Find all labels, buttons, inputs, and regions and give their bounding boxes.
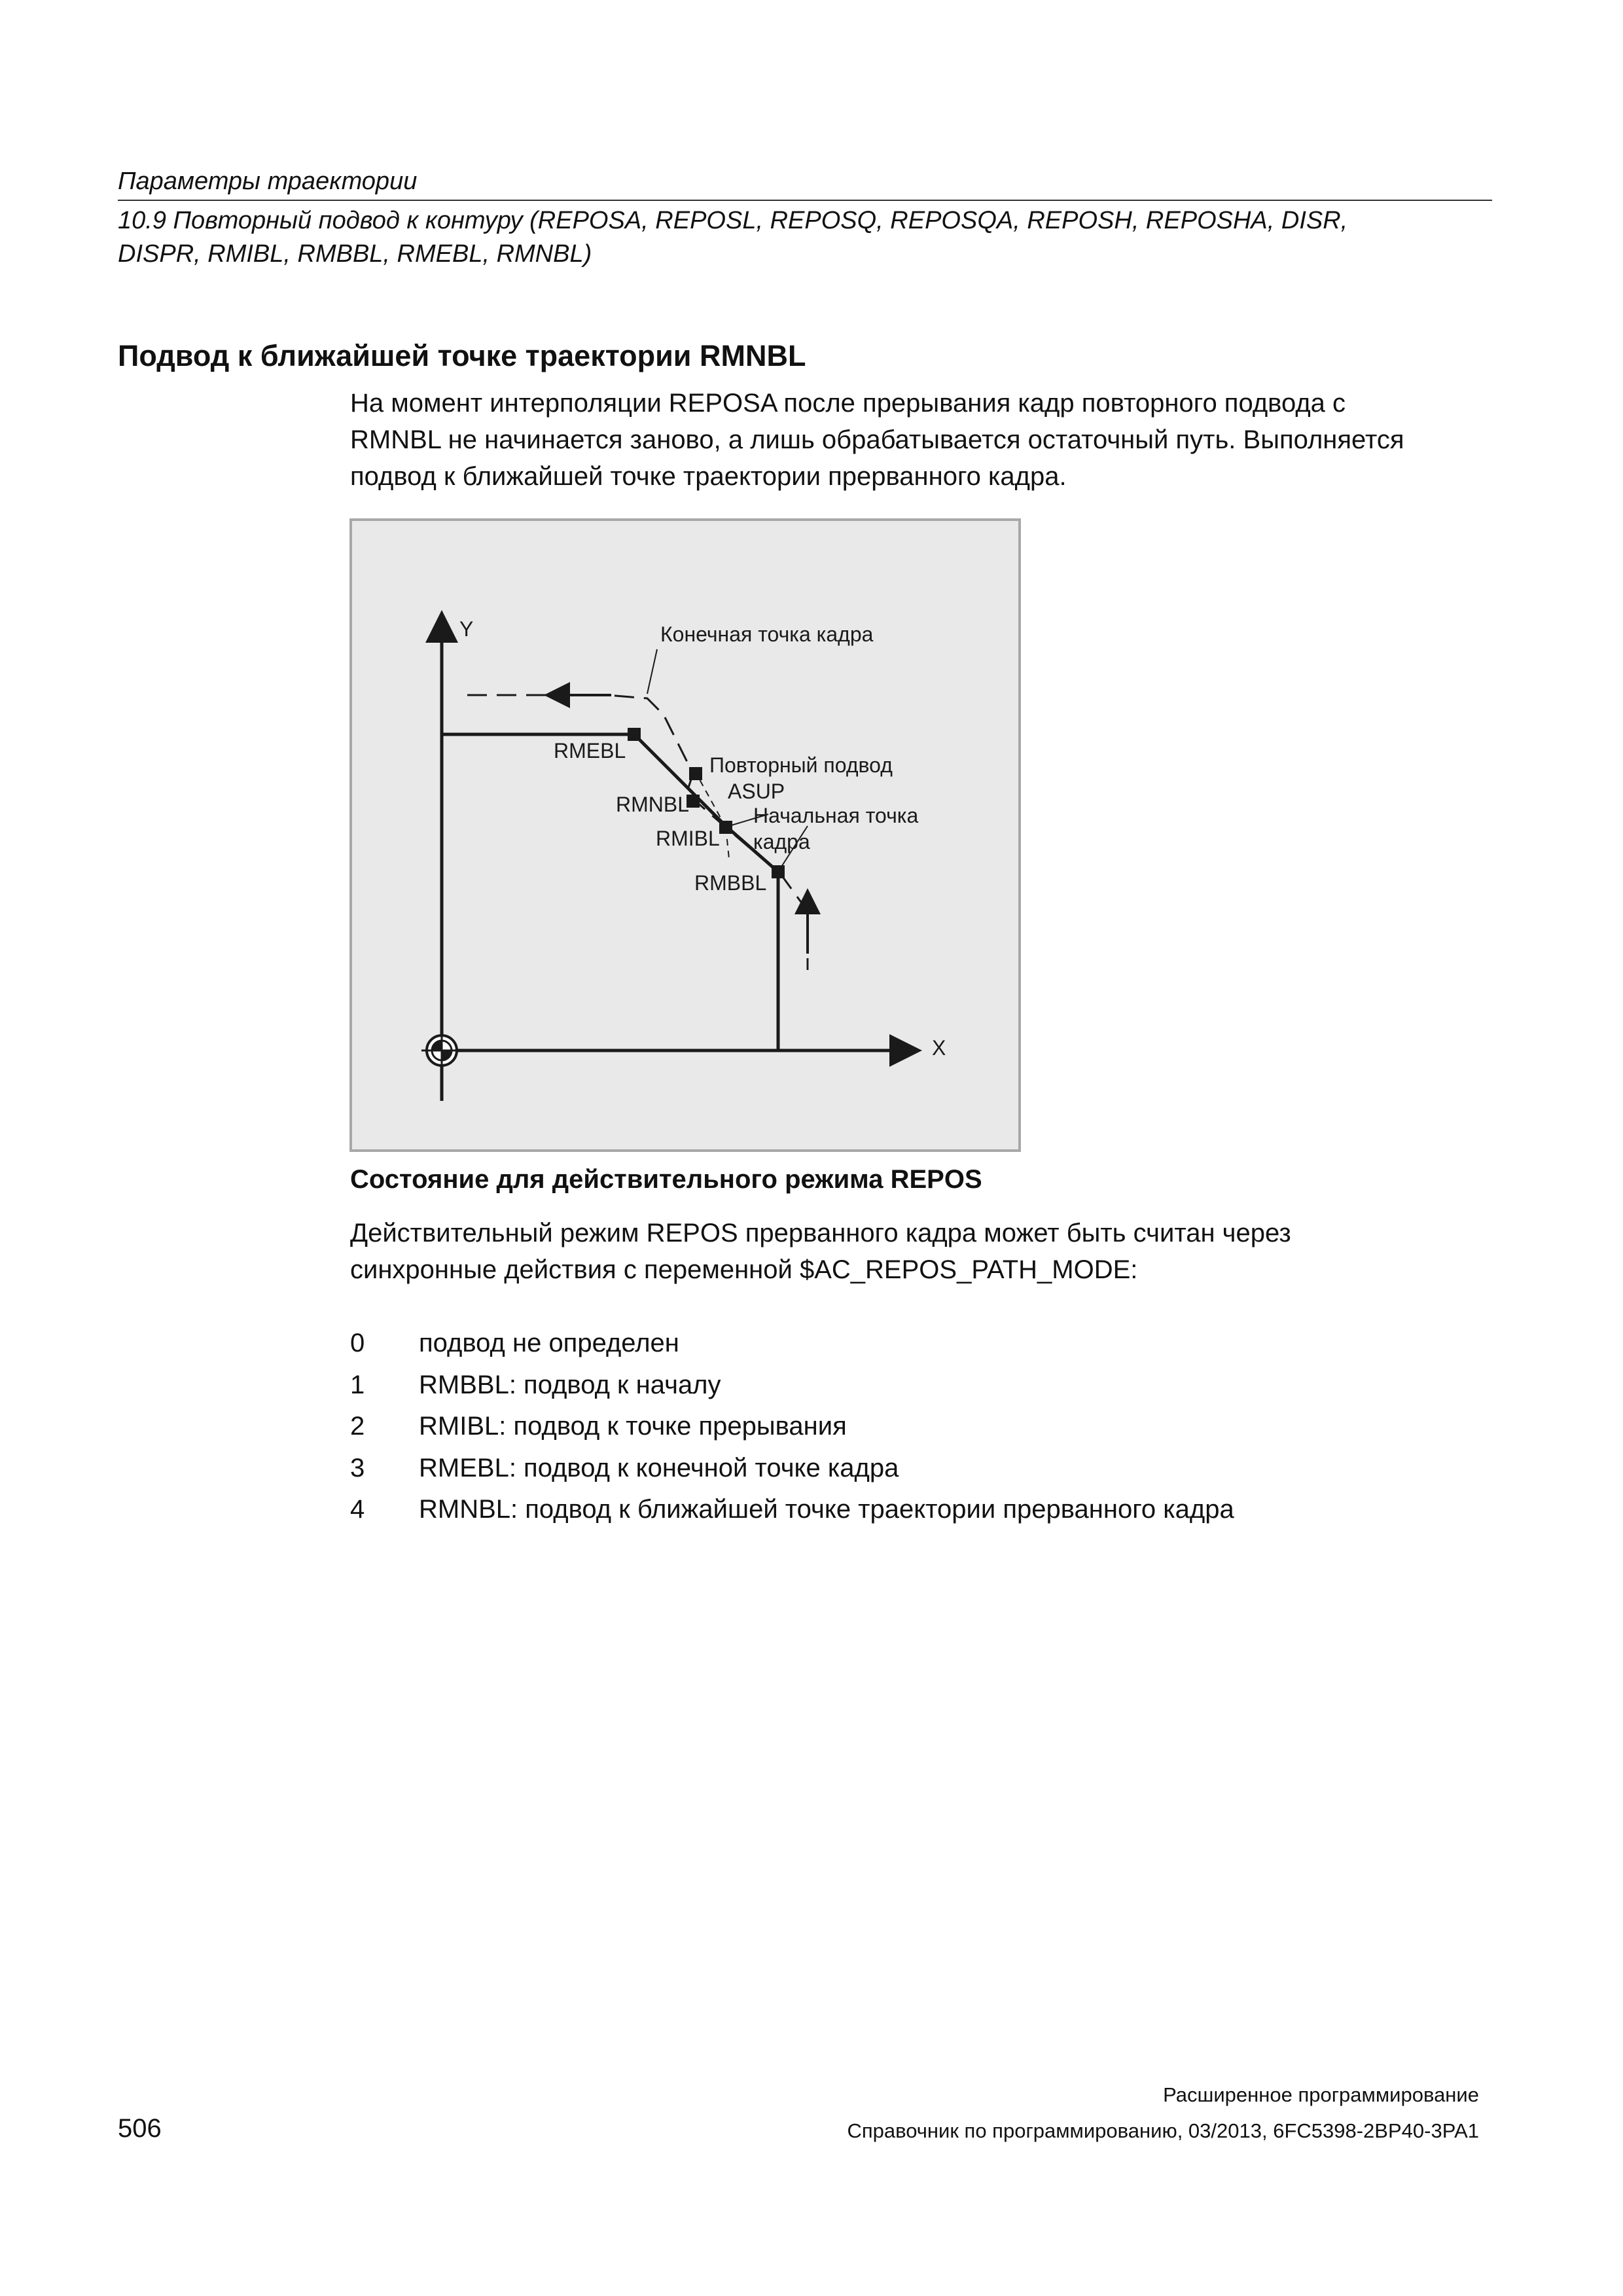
point-rmebl [628, 728, 641, 741]
page-number: 506 [118, 2114, 162, 2143]
header-rule [118, 200, 1492, 201]
label-rmebl: RMEBL [554, 739, 626, 762]
state-section-title: Состояние для действительного режима REPOS [350, 1165, 982, 1194]
state-line: Действительный режим REPOS прерванного кадра может быть считан через [350, 1219, 1291, 1247]
list-item-text: RMIBL: подвод к точке прерывания [419, 1412, 847, 1441]
list-item-text: RMBBL: подвод к началу [419, 1371, 721, 1399]
label-end-point: Конечная точка кадра [660, 622, 874, 646]
x-axis-label: X [932, 1036, 946, 1060]
footer-book-title: Расширенное программирование [1163, 2083, 1479, 2106]
footer-reference: Справочник по программированию, 03/2013, 6FC5398-2BP40-3PA1 [847, 2119, 1479, 2142]
state-section-paragraph [350, 1215, 1291, 1288]
list-item-number: 0 [350, 1329, 365, 1357]
point-rmibl [719, 821, 732, 834]
list-item-text: RMNBL: подвод к ближайшей точке траектории прерванного кадра [419, 1495, 1234, 1524]
label-start-point-2: кадра [753, 830, 810, 853]
label-rmnbl: RMNBL [616, 793, 690, 816]
repos-diagram [349, 518, 1021, 1152]
label-rmbbl: RMBBL [694, 871, 767, 895]
list-item-number: 4 [350, 1495, 365, 1524]
intro-line: подвод к ближайшей точке траектории прерванного кадра. [350, 462, 1067, 491]
label-start-point-1: Начальная точка [753, 804, 919, 827]
intro-line: RMNBL не начинается заново, а лишь обрабатывается остаточный путь. Выполняется [350, 425, 1404, 454]
list-item-number: 1 [350, 1371, 365, 1399]
intro-paragraph [350, 385, 1404, 495]
list-item-number: 3 [350, 1454, 365, 1482]
label-reapproach: Повторный подвод [709, 753, 893, 777]
section-title: Подвод к ближайшей точке траектории RMNBL [118, 339, 806, 372]
running-header-chapter: Параметры траектории [118, 168, 418, 195]
list-item-number: 2 [350, 1412, 365, 1441]
list-item-text: подвод не определен [419, 1329, 679, 1357]
y-axis-label: Y [459, 617, 474, 641]
list-item-text: RMEBL: подвод к конечной точке кадра [419, 1454, 899, 1482]
state-line: синхронные действия с переменной $AC_REPOS_PATH_MODE: [350, 1255, 1138, 1284]
intro-line: На момент интерполяции REPOSA после прерывания кадр повторного подвода с [350, 389, 1346, 418]
running-header-section-line-1: 10.9 Повторный подвод к контуру (REPOSA, REPOSL, REPOSQ, REPOSQA, REPOSH, REPOSHA, DISR, [118, 207, 1348, 234]
point-reapproach [689, 767, 702, 780]
running-header-section-line-2: DISPR, RMIBL, RMBBL, RMEBL, RMNBL) [118, 240, 592, 268]
label-asup: ASUP [728, 780, 785, 803]
label-rmibl: RMIBL [656, 827, 720, 850]
